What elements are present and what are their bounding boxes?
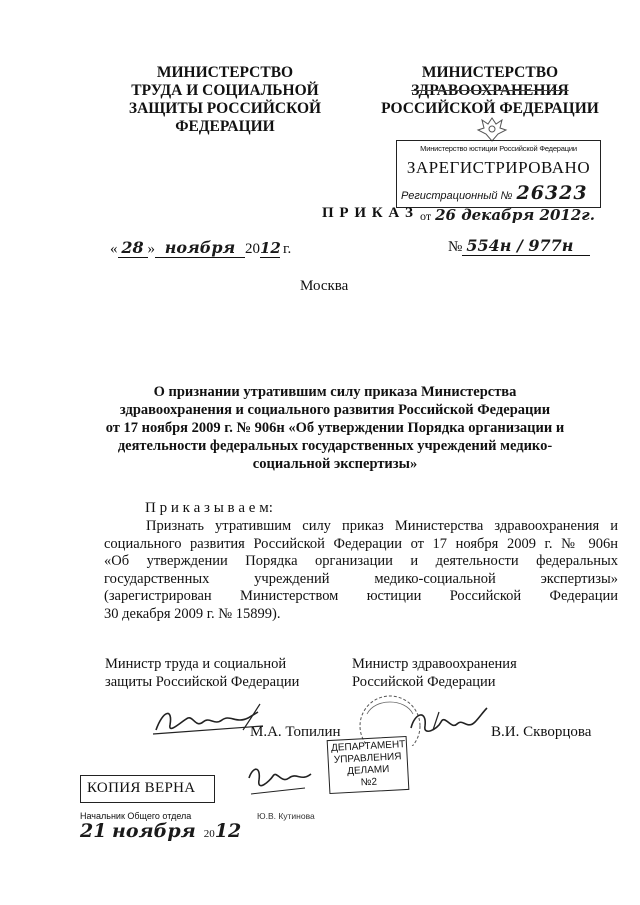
left-signatory-title-line: защиты Российской Федерации: [105, 673, 300, 690]
order-text-line: «Об утверждении Порядка организации и деятельности федеральных: [104, 553, 618, 569]
date-year-unit: г.: [283, 241, 292, 257]
copy-date-year-suffix: 12: [214, 820, 242, 842]
date-day: 28: [118, 238, 148, 258]
date-year-suffix: 12: [260, 239, 281, 257]
department-stamp-line: ДЕЛАМИ: [346, 763, 390, 778]
order-text-line: социального развития Российской Федерации от 17 ноября 2009 г. № 906н: [104, 535, 618, 552]
date-close-quote: »: [147, 241, 155, 257]
right-ministry-header: [370, 64, 610, 118]
registration-date-row: [420, 206, 595, 224]
document-title: [95, 383, 575, 473]
date-open-quote: «: [110, 241, 118, 257]
right-signature-icon: [405, 700, 490, 745]
left-ministry-line: МИНИСТЕРСТВО: [156, 64, 294, 81]
left-signatory-name: М.А. Топилин: [250, 724, 341, 740]
right-signatory-name: В.И. Скворцова: [491, 724, 592, 740]
title-line: здравоохранения и социального развития Российской Федерации: [119, 402, 551, 418]
order-number: [448, 236, 590, 256]
department-stamp-line: №2: [360, 776, 378, 789]
right-ministry-line: ЗДРАВООХРАНЕНИЯ: [411, 82, 569, 99]
order-text-line: (зарегистрирован Министерством юстиции Российской Федерации: [104, 588, 618, 604]
registration-number-row: [401, 182, 596, 204]
order-text-line: 30 декабря 2009 г. № 15899).: [104, 605, 281, 622]
right-signatory-title-line: Министр здравоохранения: [352, 656, 517, 672]
title-line: социальной экспертизы»: [252, 456, 418, 472]
date-year-prefix: 20: [245, 241, 260, 257]
copy-stamp: [80, 775, 215, 803]
right-signatory-title-line: Российской Федерации: [352, 673, 496, 690]
registration-number-label: Регистрационный №: [401, 190, 513, 202]
left-ministry-line: ФЕДЕРАЦИИ: [175, 118, 275, 135]
order-text-line: Признать утратившим силу приказ Министерства здравоохранения и: [146, 518, 618, 534]
department-stamp: [327, 736, 410, 794]
order-date: [110, 238, 291, 258]
left-signatory-title: [105, 656, 299, 691]
copy-date-day: 21: [80, 820, 107, 842]
registration-date-value: 26 декабря 2012г.: [435, 206, 595, 224]
registration-number-value: 26323: [516, 182, 588, 204]
number-value: 554н / 977н: [462, 236, 590, 256]
right-ministry-line: МИНИСТЕРСТВО: [421, 64, 559, 81]
title-line: О признании утратившим силу приказа Министерства: [153, 384, 517, 400]
date-month: ноября: [155, 238, 245, 258]
copy-stamp-date: [80, 820, 241, 842]
number-sign: №: [448, 239, 463, 255]
registration-date-prefix: от: [420, 209, 432, 223]
title-line: деятельности федеральных государственных учреждений медико-: [117, 438, 553, 454]
department-stamp-line: УПРАВЛЕНИЯ: [333, 751, 402, 766]
copy-date-month: ноября: [112, 820, 196, 842]
copy-date-year-prefix: 20: [203, 828, 215, 840]
order-heading: П Р И К А З: [322, 205, 414, 221]
copy-stamp-position: Начальник Общего отдела: [80, 811, 192, 821]
copy-stamp-initials: Ю.В. Кутинова: [257, 811, 315, 821]
title-line: от 17 ноября 2009 г. № 906н «Об утверждении Порядка организации и: [105, 420, 565, 436]
copy-signature-icon: [245, 758, 315, 803]
order-lead: П р и к а з ы в а е м:: [145, 500, 273, 516]
left-ministry-header: [105, 64, 345, 136]
registration-stamp: [396, 140, 601, 208]
order-text-line: государственных учреждений медико-социальной экспертизы»: [104, 570, 618, 587]
order-text: [104, 518, 618, 623]
left-ministry-line: ЗАЩИТЫ РОССИЙСКОЙ: [128, 100, 322, 117]
left-ministry-line: ТРУДА И СОЦИАЛЬНОЙ: [131, 82, 319, 99]
registered-label: ЗАРЕГИСТРИРОВАНО: [406, 158, 591, 177]
right-ministry-line: РОССИЙСКОЙ ФЕДЕРАЦИИ: [381, 100, 599, 117]
city: Москва: [300, 278, 349, 294]
department-stamp-line: ДЕПАРТАМЕНТ: [330, 739, 406, 754]
copy-stamp-label: КОПИЯ ВЕРНА: [87, 780, 196, 796]
registration-ministry-line: Министерство юстиции Российской Федерации: [420, 144, 577, 153]
left-signatory-title-line: Министр труда и социальной: [105, 656, 287, 672]
